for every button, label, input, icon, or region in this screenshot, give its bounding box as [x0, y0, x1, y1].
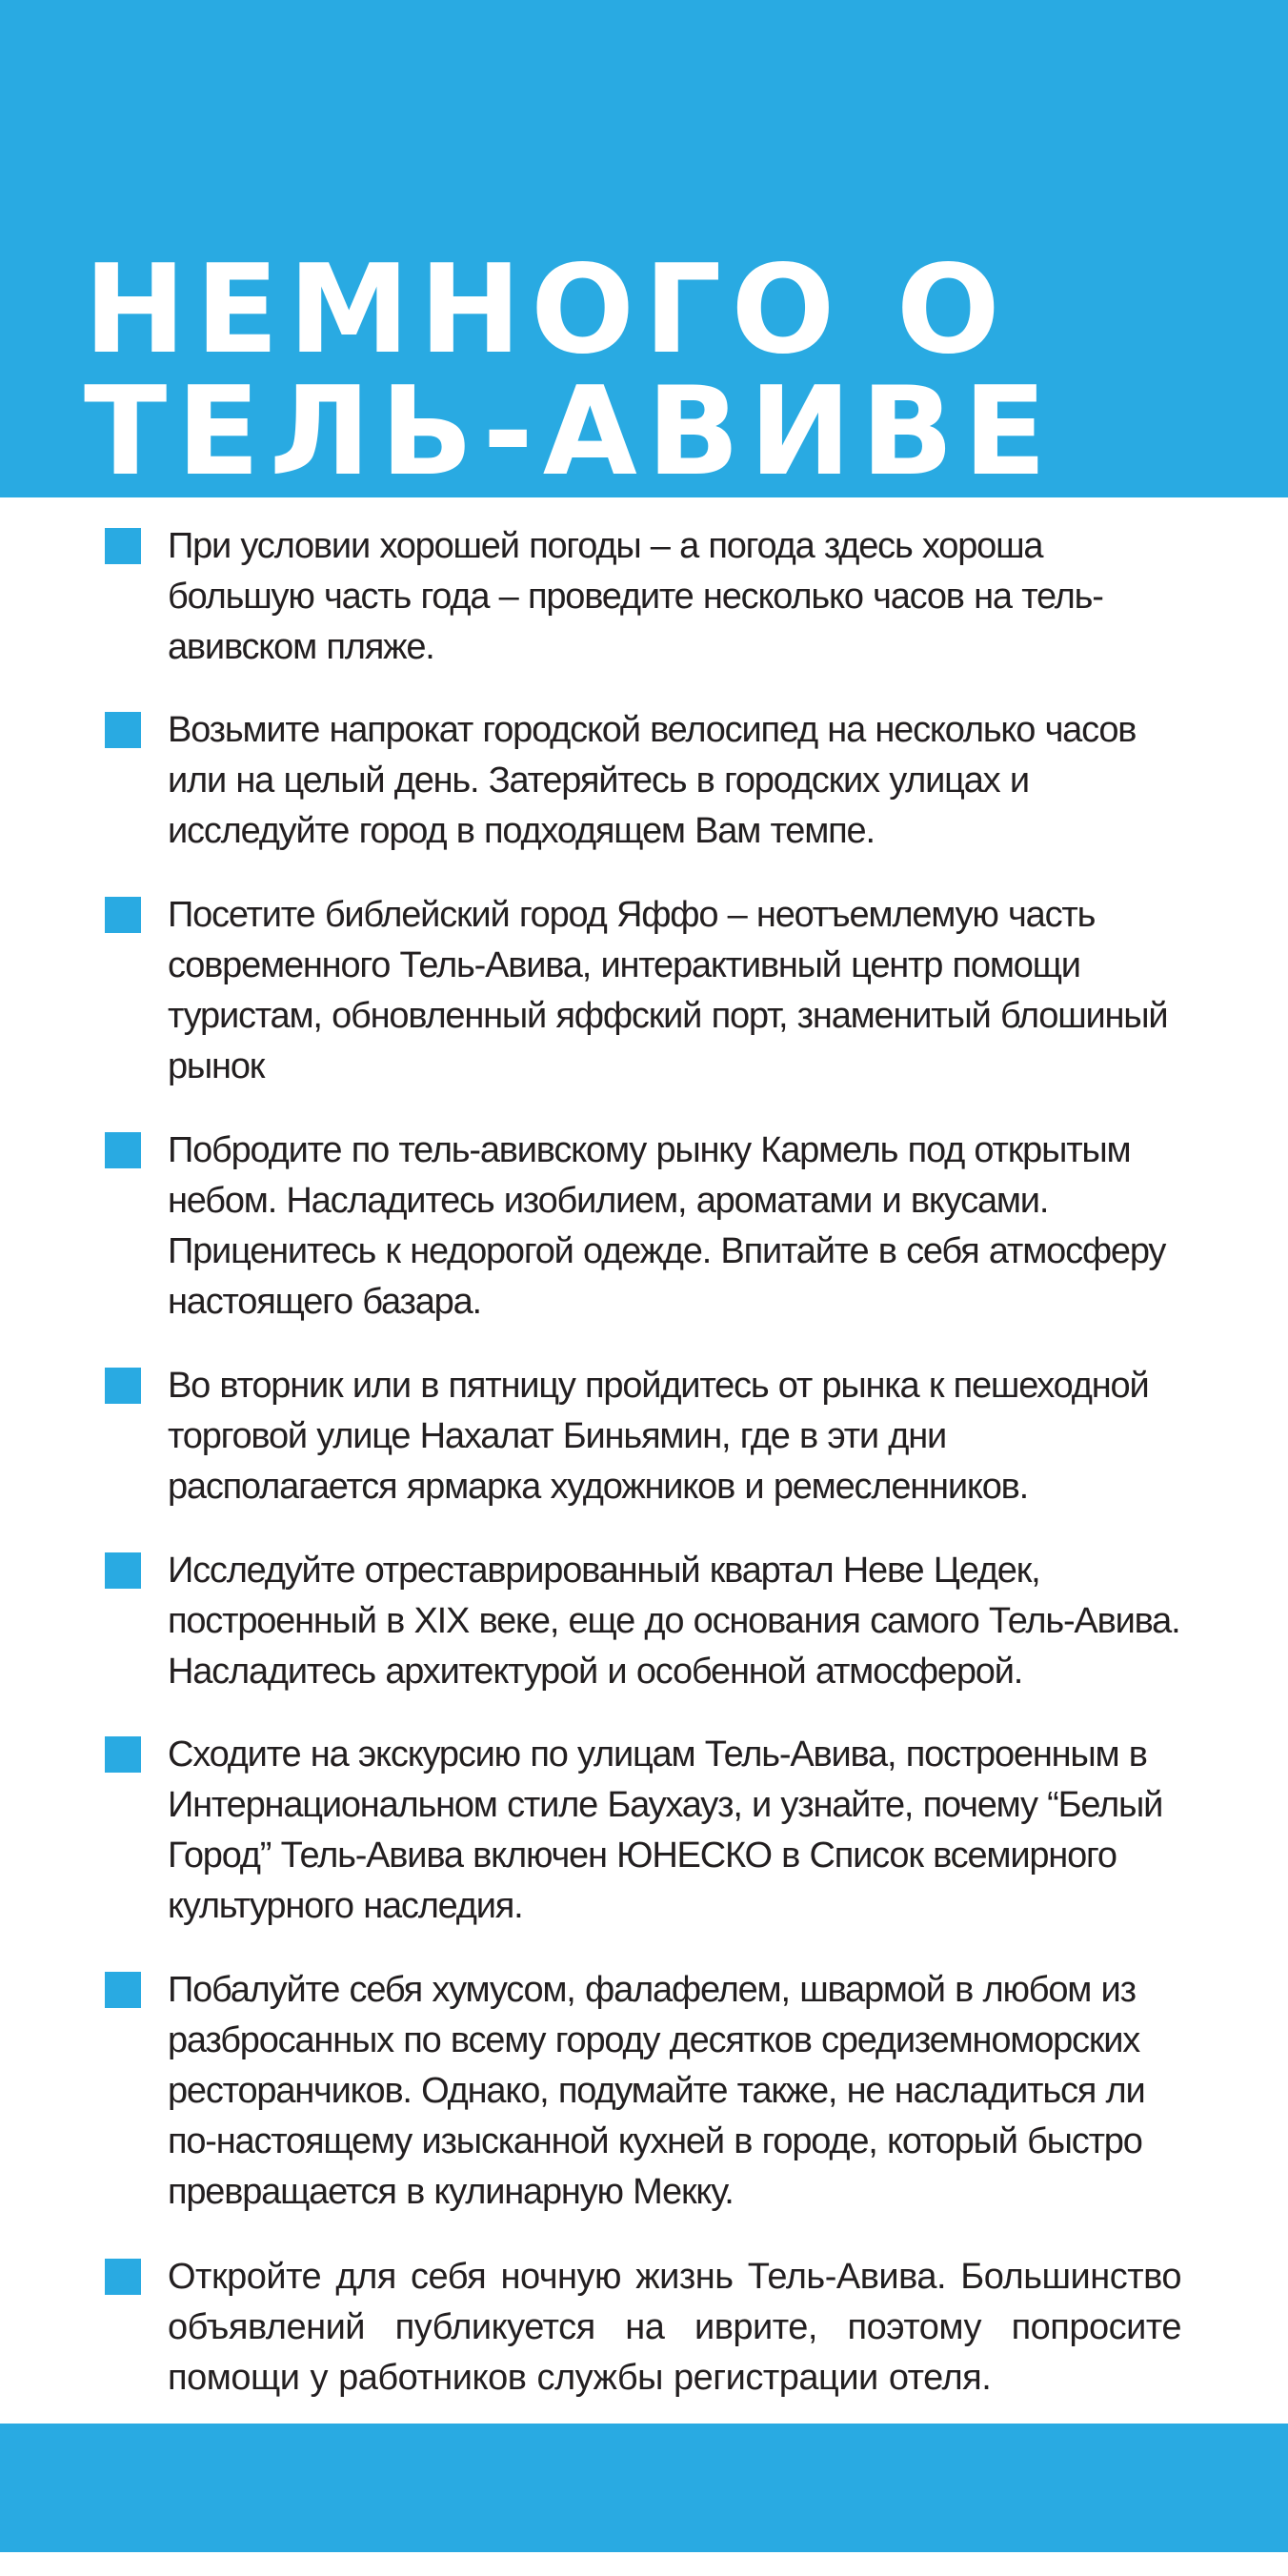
tip-text: Побалуйте себя хумусом, фалафелем, швармой в любом из разбросанных по всему городу десятков средиземноморских ресторанчиков. Однако, подумайте также, не насладиться ли по-настоящему изысканной кухней в городе, который быстро превращается в кулинарную Мекку. [168, 1970, 1145, 2212]
tip-text: Посетите библейский город Яффо – неотъемлемую часть современного Тель-Авива, интерактивный центр помощи туристам, обновленный яффский порт, знаменитый блошиный рынок [168, 895, 1168, 1086]
title-line-1: НЕМНОГО О [84, 239, 1010, 381]
tip-text: Исследуйте отреставрированный квартал Неве Цедек, построенный в XIX веке, еще до основания самого Тель-Авива. Насладитесь архитектурой и особенной атмосферой. [168, 1551, 1180, 1692]
title-line-2: ТЕЛЬ-АВИВЕ [84, 361, 1057, 497]
square-bullet-icon [105, 712, 141, 748]
square-bullet-icon [105, 1552, 141, 1589]
tip-text: Возьмите напрокат городской велосипед на несколько часов или на целый день. Затеряйтесь в городских улицах и исследуйте город в подходящем Вам темпе. [168, 710, 1137, 851]
tip-text: Сходите на экскурсию по улицам Тель-Авива, построенным в Интернациональном стиле Баухауз, и узнайте, почему “Белый Город” Тель-Авива включен ЮНЕСКО в Список всемирного культурного наследия. [168, 1734, 1163, 1926]
page-title [84, 239, 1057, 497]
tip-text: Побродите по тель-авивскому рынку Кармель под открытым небом. Насладитесь изобилием, ароматами и вкусами. Приценитесь к недорогой одежде. Впитайте в себя атмосферу настоящего базара. [168, 1130, 1166, 1322]
footer-bar [0, 2424, 1288, 2552]
square-bullet-icon [105, 528, 141, 564]
square-bullet-icon [105, 1972, 141, 2008]
square-bullet-icon [105, 1368, 141, 1404]
square-bullet-icon [105, 1132, 141, 1168]
tip-text: Во вторник или в пятницу пройдитесь от рынка к пешеходной торговой улице Нахалат Биньямин, где в эти дни располагается ярмарка художников и ремесленников. [168, 1366, 1149, 1507]
title-banner [0, 0, 1288, 497]
square-bullet-icon [105, 2259, 141, 2295]
square-bullet-icon [105, 1736, 141, 1773]
tip-text: При условии хорошей погоды – а погода здесь хороша большую часть года – проведите несколько часов на тель-авивском пляже. [168, 526, 1103, 667]
tip-text: Откройте для себя ночную жизнь Тель-Авива. Большинство объявлений публикуется на иврите, поэтому попросите помощи у работников службы регистрации отеля. [168, 2257, 1181, 2398]
square-bullet-icon [105, 897, 141, 933]
